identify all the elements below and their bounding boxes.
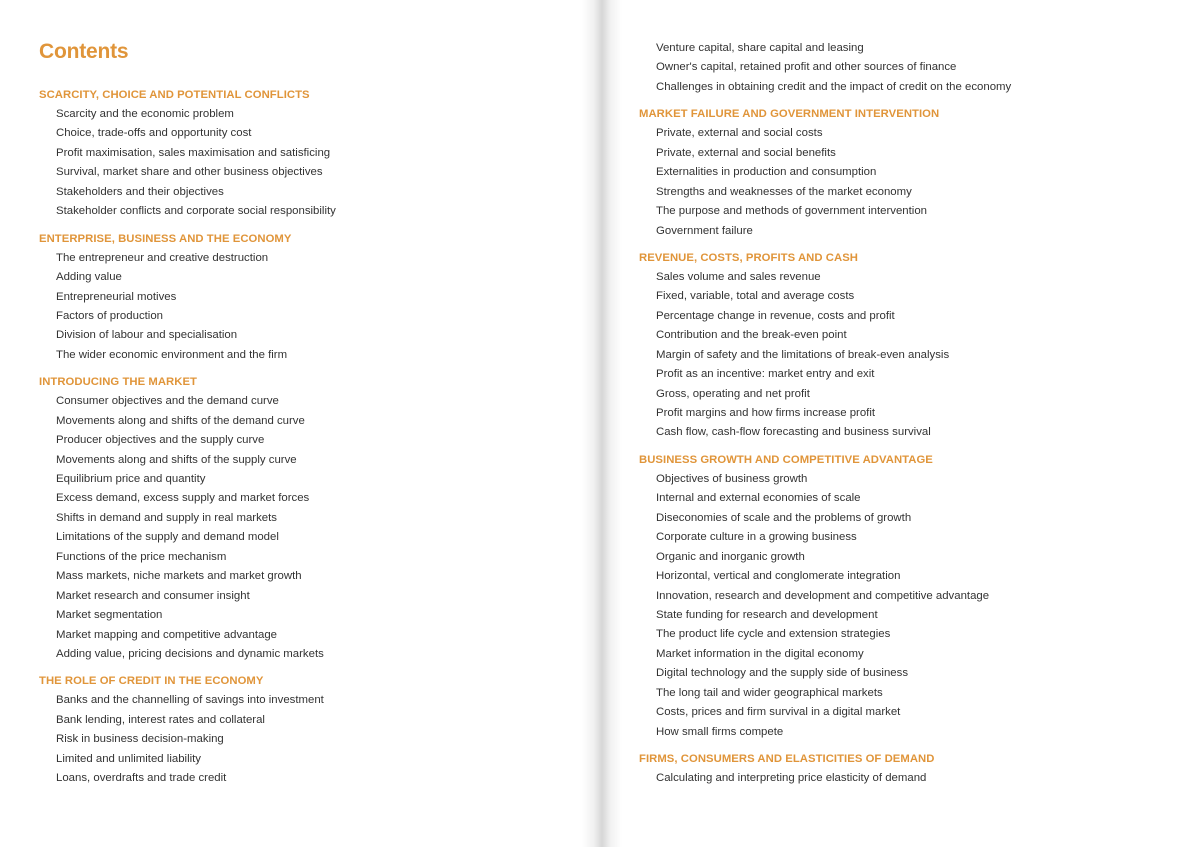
contents-item: Limitations of the supply and demand model [56,531,279,544]
section-topic-list [639,470,1011,742]
continued-topic-list [639,39,1011,97]
contents-item: Consumer objectives and the demand curve [56,395,279,408]
contents-item: Market information in the digital economy [656,647,864,660]
section-heading: MARKET FAILURE AND GOVERNMENT INTERVENTION [639,108,940,121]
contents-item: Scarcity and the economic problem [56,108,234,120]
contents-item: State funding for research and development [656,608,878,621]
contents-item: Contribution and the break-even point [656,329,847,342]
contents-item: Stakeholder conflicts and corporate social responsibility [56,205,336,218]
contents-item: Gross, operating and net profit [656,387,810,400]
contents-item: Fixed, variable, total and average costs [656,290,855,303]
contents-item: Market research and consumer insight [56,589,250,602]
contents-item: Excess demand, excess supply and market forces [56,492,310,505]
section-the-role-of-credit-in-the-economy [39,672,336,788]
contents-item: Diseconomies of scale and the problems of growth [656,511,912,524]
contents-item: Digital technology and the supply side of business [656,667,909,680]
contents-item: Internal and external economies of scale [656,492,861,505]
contents-item: Private, external and social costs [656,127,823,140]
contents-item: Market segmentation [56,609,163,622]
contents-item: Margin of safety and the limitations of break-even analysis [656,348,950,361]
contents-item: Adding value [56,271,122,284]
contents-item: Horizontal, vertical and conglomerate integration [656,570,901,583]
section-topic-list [39,105,336,222]
contents-item: Costs, prices and firm survival in a digital market [656,706,901,719]
contents-item: Bank lending, interest rates and collateral [56,713,265,726]
section-firms-consumers-and-elasticities-of-demand [639,750,1011,788]
contents-item: Innovation, research and development and competitive advantage [656,589,990,602]
section-heading: THE ROLE OF CREDIT IN THE ECONOMY [39,675,264,688]
section-revenue-costs-profits-and-cash [639,249,1011,443]
section-heading: SCARCITY, CHOICE AND POTENTIAL CONFLICTS [39,89,310,101]
contents-item: Private, external and social benefits [656,146,836,159]
page-title: Contents [39,40,129,63]
section-topic-list [639,769,1011,788]
section-enterprise-business-and-the-economy [39,230,336,366]
contents-item: Calculating and interpreting price elasticity of demand [656,772,927,784]
contents-item: Percentage change in revenue, costs and profit [656,309,895,322]
right-sections [639,105,1011,788]
contents-item: Adding value, pricing decisions and dynamic markets [56,647,324,660]
contents-item: Cash flow, cash-flow forecasting and business survival [656,426,931,439]
contents-item: The product life cycle and extension strategies [656,628,891,641]
right-contents-column [639,39,1011,788]
contents-item: The purpose and methods of government intervention [656,205,928,218]
contents-item: Venture capital, share capital and leasing [656,42,864,54]
contents-item: Functions of the price mechanism [56,550,227,563]
section-business-growth-and-competitive-advantage [639,451,1011,742]
contents-item: Shifts in demand and supply in real markets [56,511,277,524]
section-market-failure-and-government-intervention [639,105,1011,241]
contents-item: Government failure [656,224,753,237]
section-scarcity-choice-and-potential-conflicts [39,86,336,222]
contents-item: Objectives of business growth [656,472,808,485]
contents-item: Stakeholders and their objectives [56,185,224,198]
contents-item: The long tail and wider geographical markets [656,686,883,699]
contents-item: Banks and the channelling of savings into investment [56,694,324,707]
left-page [0,0,590,847]
contents-item: Mass markets, niche markets and market growth [56,570,302,583]
section-heading: FIRMS, CONSUMERS AND ELASTICITIES OF DEMAND [639,753,935,765]
contents-item: Movements along and shifts of the supply curve [56,453,297,466]
section-heading: BUSINESS GROWTH AND COMPETITIVE ADVANTAGE [639,453,933,466]
contents-item: How small firms compete [656,725,784,738]
contents-item: Limited and unlimited liability [56,752,201,765]
contents-item: Externalities in production and consumption [656,166,877,179]
contents-item: Producer objectives and the supply curve [56,434,265,447]
contents-item: Equilibrium price and quantity [56,473,206,485]
contents-item: Sales volume and sales revenue [656,270,821,283]
contents-item: Organic and inorganic growth [656,550,805,563]
section-topic-list [639,124,1011,241]
contents-item: Choice, trade-offs and opportunity cost [56,127,252,140]
contents-item: Strengths and weaknesses of the market economy [656,185,912,198]
section-topic-list [39,392,336,664]
contents-item: Factors of production [56,309,163,322]
contents-item: Profit as an incentive: market entry and exit [656,368,875,381]
contents-item: Challenges in obtaining credit and the impact of credit on the economy [656,80,1012,93]
contents-item: Owner's capital, retained profit and other sources of finance [656,61,957,74]
contents-item: Corporate culture in a growing business [656,531,857,544]
section-topic-list [39,249,336,366]
contents-item: Division of labour and specialisation [56,329,238,342]
right-page [600,0,1200,847]
contents-item: Loans, overdrafts and trade credit [56,772,227,785]
contents-item: The entrepreneur and creative destruction [56,251,269,264]
contents-item: Survival, market share and other business objectives [56,166,323,179]
contents-item: Risk in business decision-making [56,733,224,746]
section-topic-list [39,691,336,788]
section-topic-list [639,268,1011,443]
contents-item: The wider economic environment and the firm [56,348,288,361]
contents-item: Movements along and shifts of the demand curve [56,414,305,427]
section-heading: ENTERPRISE, BUSINESS AND THE ECONOMY [39,232,292,245]
contents-item: Profit maximisation, sales maximisation and satisficing [56,146,331,159]
contents-item: Market mapping and competitive advantage [56,628,277,641]
section-heading: REVENUE, COSTS, PROFITS AND CASH [639,251,858,264]
left-contents-column [39,86,336,789]
section-introducing-the-market [39,373,336,664]
contents-item: Entrepreneurial motives [56,290,177,303]
section-heading: INTRODUCING THE MARKET [39,376,197,389]
contents-item: Profit margins and how firms increase profit [656,407,876,419]
